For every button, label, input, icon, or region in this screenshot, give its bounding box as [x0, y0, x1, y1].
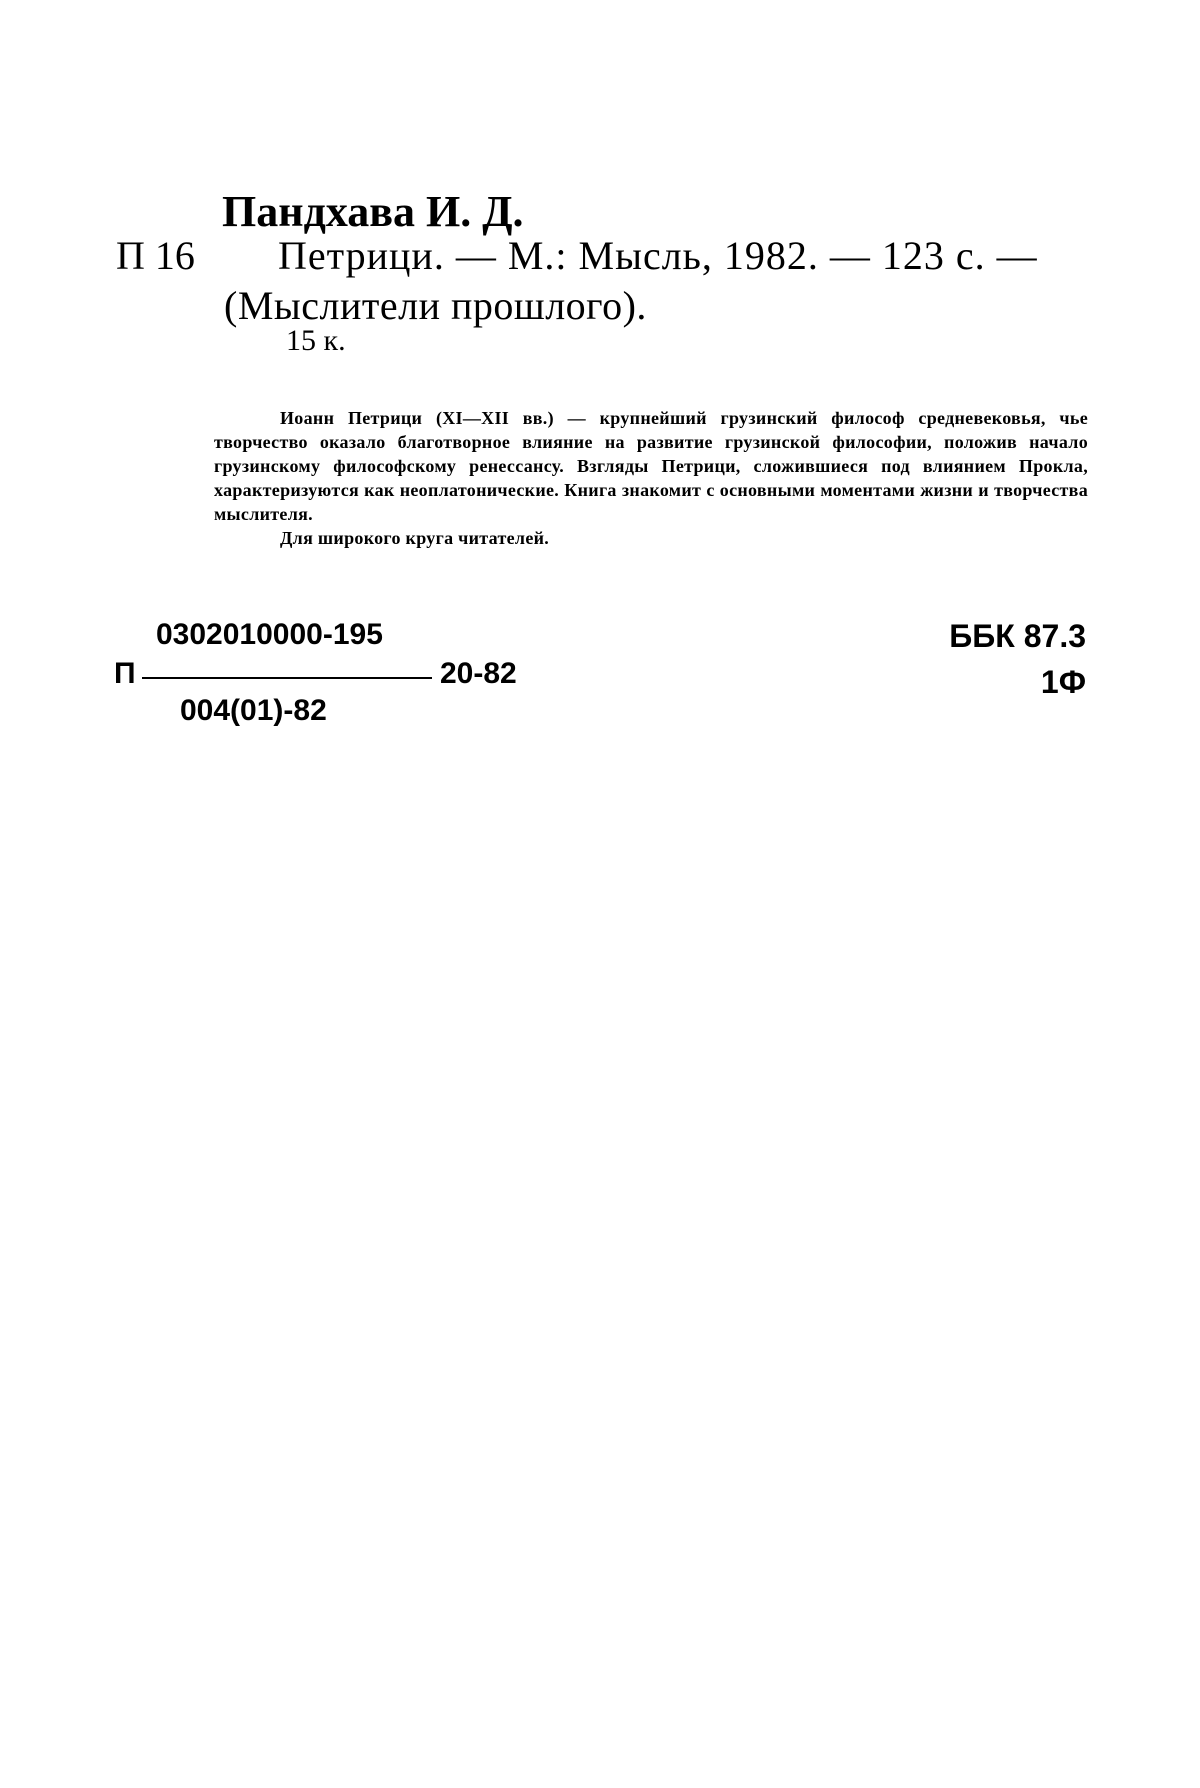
index-code-denominator: 004(01)-82 [180, 694, 327, 727]
index-code-numerator: 0302010000-195 [156, 618, 383, 651]
annotation-audience: Для широкого круга читателей. [280, 528, 550, 548]
annotation-paragraph: Иоанн Петрици (XI—XII вв.) — крупнейший грузинский философ средневековья, чье творчество оказало благотворное влияние на развитие грузинской философии, положив начало грузинскому философскому ренессансу. Взгляды Петрици, сложившиеся под влиянием Прокла, характеризуются как неоплатонические. Книга знакомит с основными моментами жизни и творчества мыслителя. [214, 408, 1088, 524]
classmark: П 16 [116, 233, 195, 278]
price: 15 к. [286, 324, 346, 357]
index-code-letter: П [114, 657, 136, 690]
bbk-code: ББК 87.3 [949, 618, 1086, 654]
bbk-subcode: 1Ф [1040, 664, 1086, 700]
index-code-year: 20-82 [440, 657, 517, 690]
author-name: Пандхава И. Д. [222, 187, 524, 236]
annotation [214, 406, 1088, 550]
title-imprint-line: Петрици. — М.: Мысль, 1982. — 123 с. — [278, 233, 1038, 278]
series-line: (Мыслители прошлого). [224, 283, 647, 328]
fraction-rule [142, 677, 432, 679]
